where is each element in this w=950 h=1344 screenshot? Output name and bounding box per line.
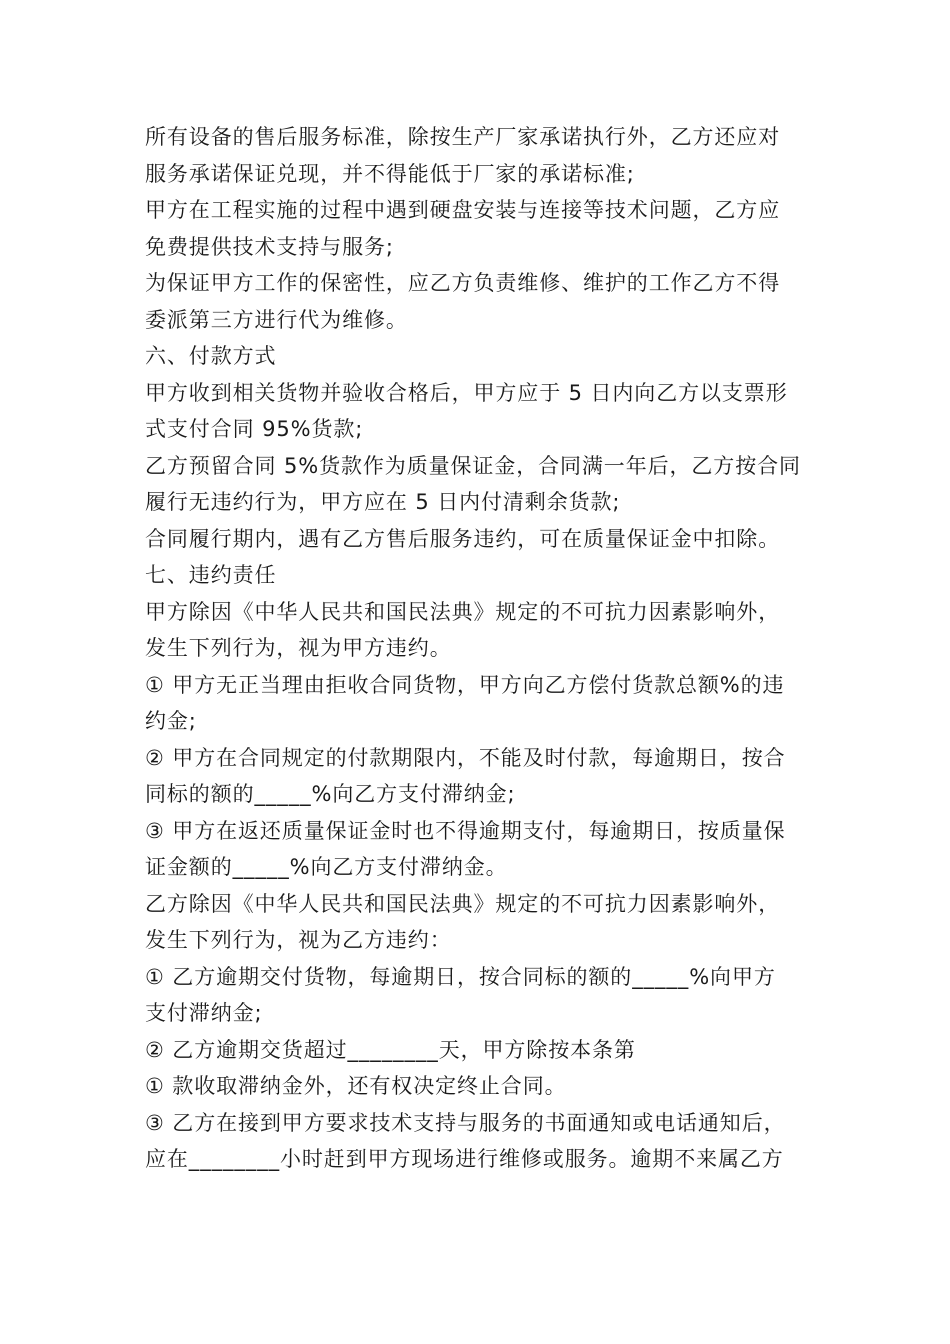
text-line: 所有设备的售后服务标准，除按生产厂家承诺执行外，乙方还应对: [145, 125, 781, 149]
text-line: 支付滞纳金;: [145, 1001, 263, 1025]
text-line: 委派第三方进行代为维修。: [145, 307, 408, 332]
section-heading-liability: 七、违约责任: [145, 563, 277, 587]
text-line: 证金额的_____%向乙方支付滞纳金。: [145, 855, 508, 879]
text-line: ② 甲方在合同规定的付款期限内，不能及时付款，每逾期日，按合: [145, 745, 786, 770]
text-line: 发生下列行为，视为乙方违约：: [145, 928, 452, 952]
text-line: ② 乙方逾期交货超过________天，甲方除按本条第: [145, 1037, 636, 1062]
text-line: ① 款收取滞纳金外，还有权决定终止合同。: [145, 1074, 567, 1098]
text-line: 同标的额的_____%向乙方支付滞纳金;: [145, 782, 516, 806]
text-line: ① 乙方逾期交付货物，每逾期日，按合同标的额的_____%向甲方: [145, 964, 776, 989]
text-line: 甲方在工程实施的过程中遇到硬盘安装与连接等技术问题，乙方应: [145, 198, 781, 222]
text-line: 甲方收到相关货物并验收合格后，甲方应于 5 日内向乙方以支票形: [145, 380, 788, 405]
text-line: 乙方除因《中华人民共和国民法典》规定的不可抗力因素影响外，: [145, 891, 781, 916]
text-line: ① 甲方无正当理由拒收合同货物，甲方向乙方偿付货款总额%的违: [145, 672, 785, 697]
text-line: ③ 乙方在接到甲方要求技术支持与服务的书面通知或电话通知后，: [145, 1110, 786, 1135]
text-line: 服务承诺保证兑现，并不得能低于厂家的承诺标准;: [145, 161, 635, 186]
text-line: 为保证甲方工作的保密性，应乙方负责维修、维护的工作乙方不得: [145, 271, 781, 295]
text-line: 免费提供技术支持与服务;: [145, 234, 394, 259]
document-body: [145, 119, 810, 1178]
section-heading-payment: 六、付款方式: [145, 344, 277, 368]
text-line: 合同履行期内，遇有乙方售后服务违约，可在质量保证金中扣除。: [145, 526, 781, 551]
text-line: 应在________小时赶到甲方现场进行维修或服务。逾期不来属乙方: [145, 1147, 784, 1171]
text-line: 约金;: [145, 709, 197, 733]
text-line: 乙方预留合同 5%货款作为质量保证金，合同满一年后，乙方按合同: [145, 453, 801, 478]
text-line: 式支付合同 95%货款;: [145, 417, 364, 441]
text-line: 履行无违约行为，甲方应在 5 日内付清剩余货款;: [145, 490, 621, 514]
text-line: 发生下列行为，视为甲方违约。: [145, 636, 452, 660]
text-line: 甲方除因《中华人民共和国民法典》规定的不可抗力因素影响外，: [145, 599, 781, 624]
text-line: ③ 甲方在返还质量保证金时也不得逾期支付，每逾期日，按质量保: [145, 818, 786, 843]
